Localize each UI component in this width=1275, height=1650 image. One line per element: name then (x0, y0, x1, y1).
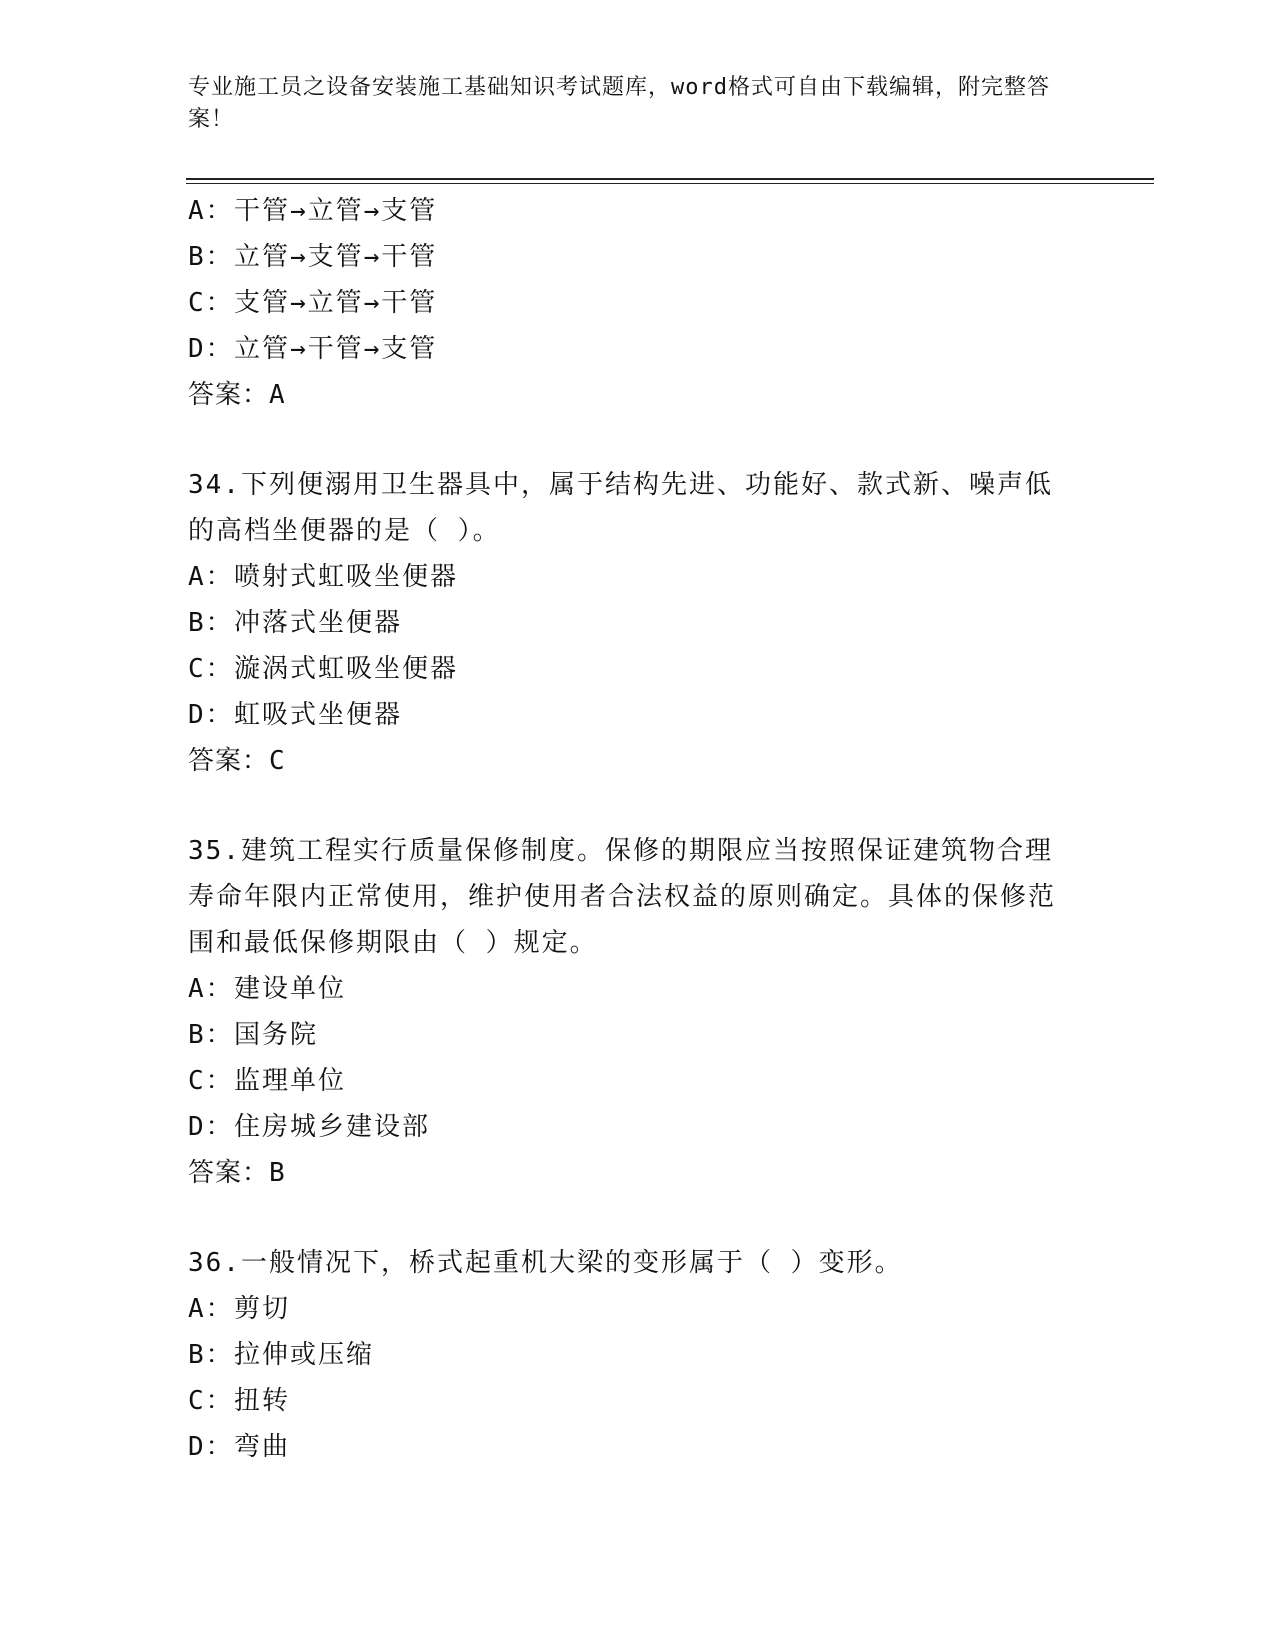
option-d (188, 692, 1088, 738)
option-text: 弯曲 (234, 1432, 291, 1462)
question-33 (188, 188, 1088, 418)
option-text: 立管→干管→支管 (234, 334, 438, 364)
option-b (188, 234, 1088, 280)
option-b (188, 1332, 1088, 1378)
answer-line (188, 372, 1088, 418)
answer-value: C (269, 746, 286, 776)
option-text: 喷射式虹吸坐便器 (234, 562, 459, 592)
option-label: B： (188, 242, 234, 272)
option-a (188, 966, 1088, 1012)
option-b (188, 1012, 1088, 1058)
option-label: A： (188, 1294, 234, 1324)
answer-label: 答案： (188, 746, 270, 776)
document-header (188, 72, 1068, 136)
option-c (188, 646, 1088, 692)
option-text: 拉伸或压缩 (234, 1340, 375, 1370)
option-text: 立管→支管→干管 (234, 242, 438, 272)
answer-label: 答案： (188, 1158, 270, 1188)
option-c (188, 280, 1088, 326)
answer-label: 答案： (188, 380, 270, 410)
option-d (188, 1424, 1088, 1470)
option-a (188, 188, 1088, 234)
question-text: 34.下列便溺用卫生器具中，属于结构先进、功能好、款式新、噪声低的高档坐便器的是（ ）。 (188, 470, 1053, 546)
option-b (188, 600, 1088, 646)
option-text: 虹吸式坐便器 (234, 700, 403, 730)
option-text: 国务院 (234, 1020, 319, 1050)
question-list (188, 188, 1088, 1470)
option-label: B： (188, 1340, 234, 1370)
option-text: 冲落式坐便器 (234, 608, 403, 638)
question-text: 35.建筑工程实行质量保修制度。保修的期限应当按照保证建筑物合理寿命年限内正常使用，维护使用者合法权益的原则确定。具体的保修范围和最低保修期限由（ ）规定。 (188, 836, 1057, 958)
option-label: C： (188, 1386, 234, 1416)
option-text: 监理单位 (234, 1066, 347, 1096)
question-text: 36.一般情况下，桥式起重机大梁的变形属于（ ）变形。 (188, 1248, 903, 1278)
option-label: A： (188, 562, 234, 592)
option-d (188, 1104, 1088, 1150)
option-label: D： (188, 1112, 234, 1142)
option-a (188, 1286, 1088, 1332)
header-text: 专业施工员之设备安装施工基础知识考试题库，word格式可自由下载编辑，附完整答案！ (188, 75, 1050, 132)
option-label: D： (188, 700, 234, 730)
option-a (188, 554, 1088, 600)
answer-line (188, 1150, 1088, 1196)
answer-line (188, 738, 1088, 784)
option-label: C： (188, 1066, 234, 1096)
option-text: 干管→立管→支管 (234, 196, 438, 226)
question-36 (188, 1240, 1088, 1470)
question-34 (188, 462, 1088, 784)
option-text: 扭转 (234, 1386, 291, 1416)
option-label: A： (188, 196, 234, 226)
question-35 (188, 828, 1088, 1196)
option-text: 建设单位 (234, 974, 347, 1004)
header-rule-thin (186, 183, 1154, 184)
option-label: B： (188, 608, 234, 638)
option-c (188, 1058, 1088, 1104)
option-label: C： (188, 654, 234, 684)
option-c (188, 1378, 1088, 1424)
option-text: 漩涡式虹吸坐便器 (234, 654, 459, 684)
option-text: 住房城乡建设部 (234, 1112, 431, 1142)
option-label: B： (188, 1020, 234, 1050)
header-rule-thick (186, 178, 1154, 180)
option-text: 支管→立管→干管 (234, 288, 438, 318)
option-label: D： (188, 1432, 234, 1462)
option-label: C： (188, 288, 234, 318)
answer-value: B (269, 1158, 286, 1188)
option-text: 剪切 (234, 1294, 291, 1324)
answer-value: A (269, 380, 286, 410)
option-label: D： (188, 334, 234, 364)
option-d (188, 326, 1088, 372)
option-label: A： (188, 974, 234, 1004)
